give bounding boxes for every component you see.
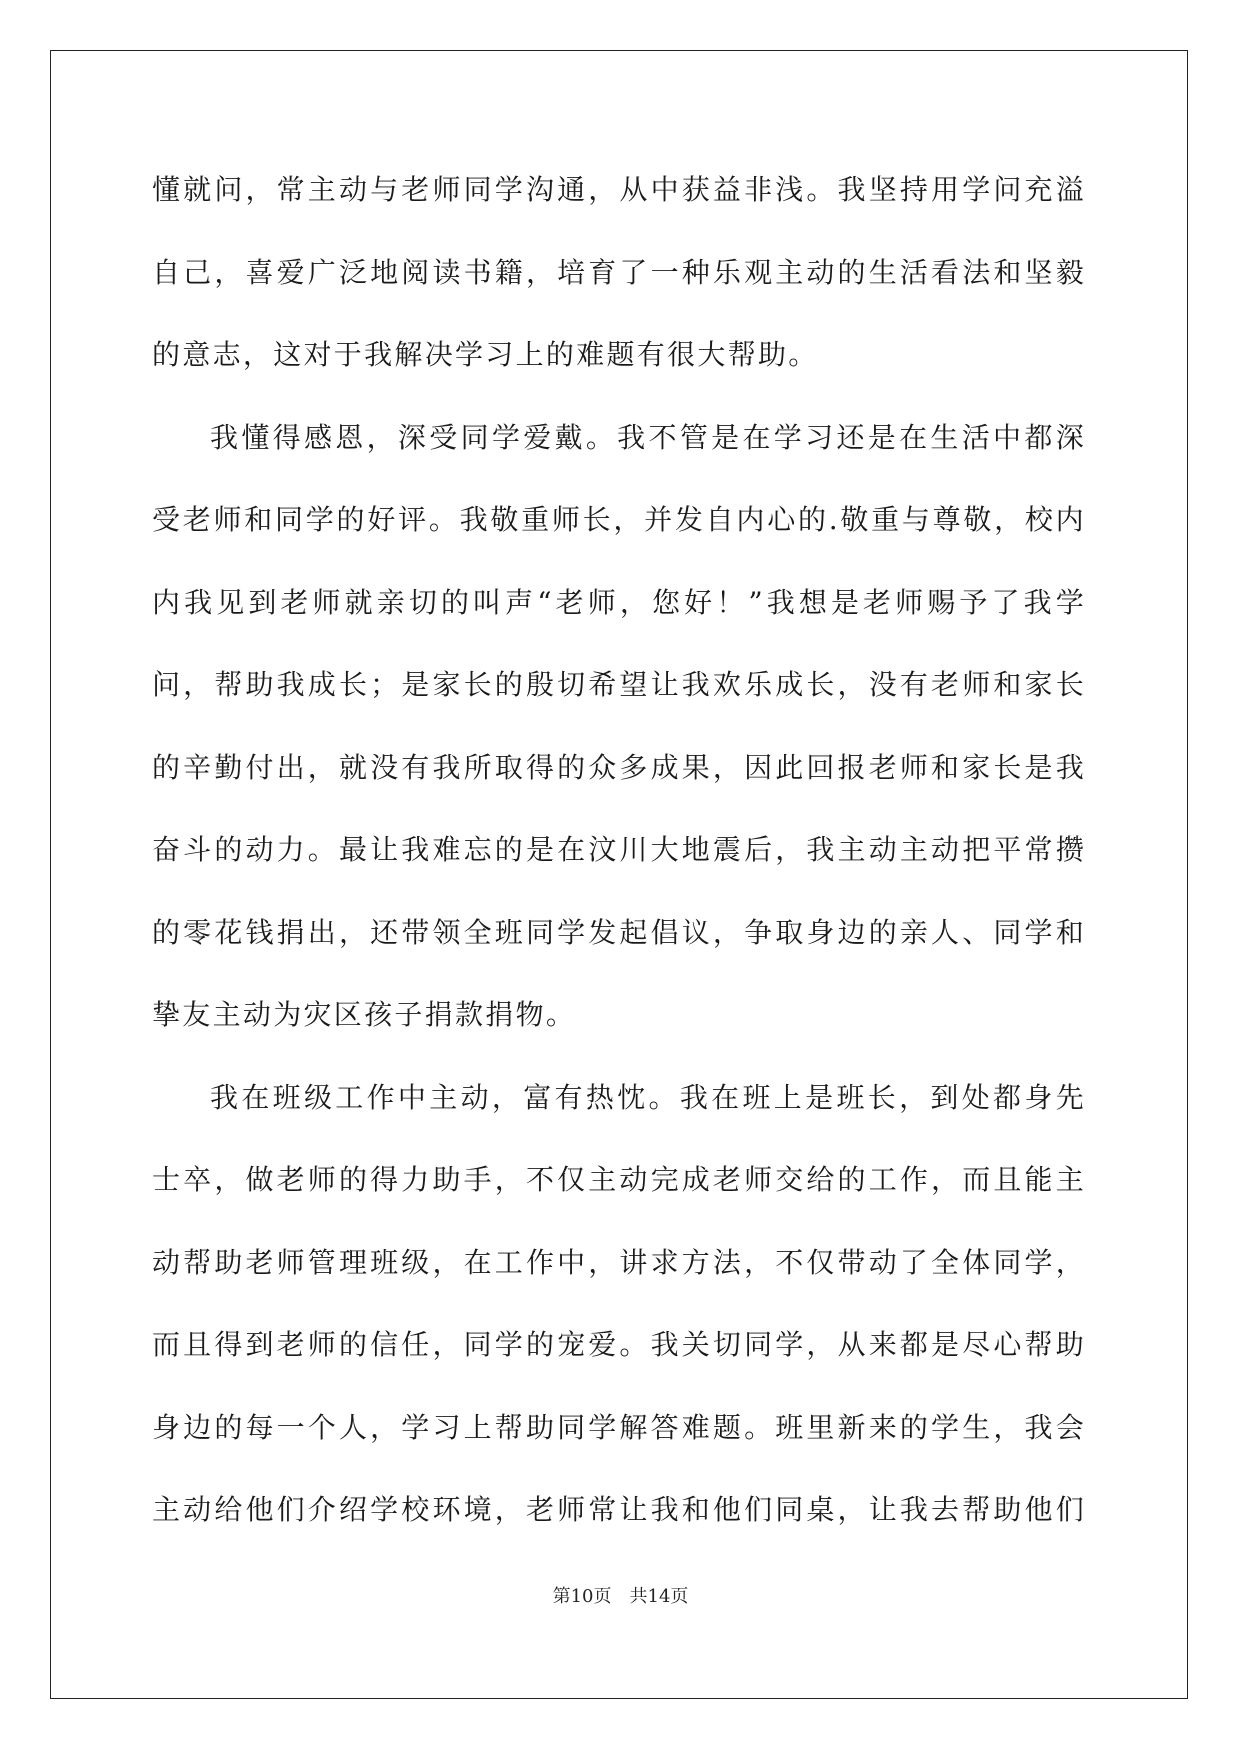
text-line: 受老师和同学的好评。我敬重师长，并发自内心的.敬重与尊敬，校内 [152, 503, 1086, 536]
text-line: 动帮助老师管理班级，在工作中，讲求方法，不仅带动了全体同学， [152, 1245, 1086, 1279]
text-line: 自己，喜爱广泛地阅读书籍，培育了一种乐观主动的生活看法和坚毅 [152, 255, 1086, 289]
text-line: 内我见到老师就亲切的叫声“老师，您好！”我想是老师赐予了我学 [152, 585, 1086, 619]
text-line: 懂就问，常主动与老师同学沟通，从中获益非浅。我坚持用学问充溢 [152, 173, 1086, 206]
text-line: 身边的每一个人，学习上帮助同学解答难题。班里新来的学生，我会 [152, 1410, 1086, 1444]
text-line: 奋斗的动力。最让我难忘的是在汶川大地震后，我主动主动把平常攒 [152, 833, 1086, 866]
text-line: 问，帮助我成长；是家长的殷切希望让我欢乐成长，没有老师和家长 [152, 668, 1086, 701]
text-line: 主动给他们介绍学校环境，老师常让我和他们同桌，让我去帮助他们 [152, 1493, 1086, 1526]
text-line: 而且得到老师的信任，同学的宠爱。我关切同学，从来都是尽心帮助 [152, 1328, 1086, 1361]
paragraph-first-line: 我懂得感恩，深受同学爱戴。我不管是在学习还是在生活中都深 [210, 420, 1086, 454]
text-line: 士卒，做老师的得力助手，不仅主动完成老师交给的工作，而且能主 [152, 1163, 1086, 1196]
paragraph-first-line: 我在班级工作中主动，富有热忱。我在班上是班长，到处都身先 [210, 1080, 1086, 1114]
text-line: 的辛勤付出，就没有我所取得的众多成果，因此回报老师和家长是我 [152, 750, 1086, 784]
page-number-footer: 第10页 共14页 [552, 1586, 689, 1607]
document-body [152, 162, 1086, 1565]
text-line: 的意志，这对于我解决学习上的难题有很大帮助。 [152, 338, 819, 371]
text-line: 的零花钱捐出，还带领全班同学发起倡议，争取身边的亲人、同学和 [152, 915, 1086, 949]
text-line: 挚友主动为灾区孩子捐款捐物。 [152, 998, 577, 1031]
